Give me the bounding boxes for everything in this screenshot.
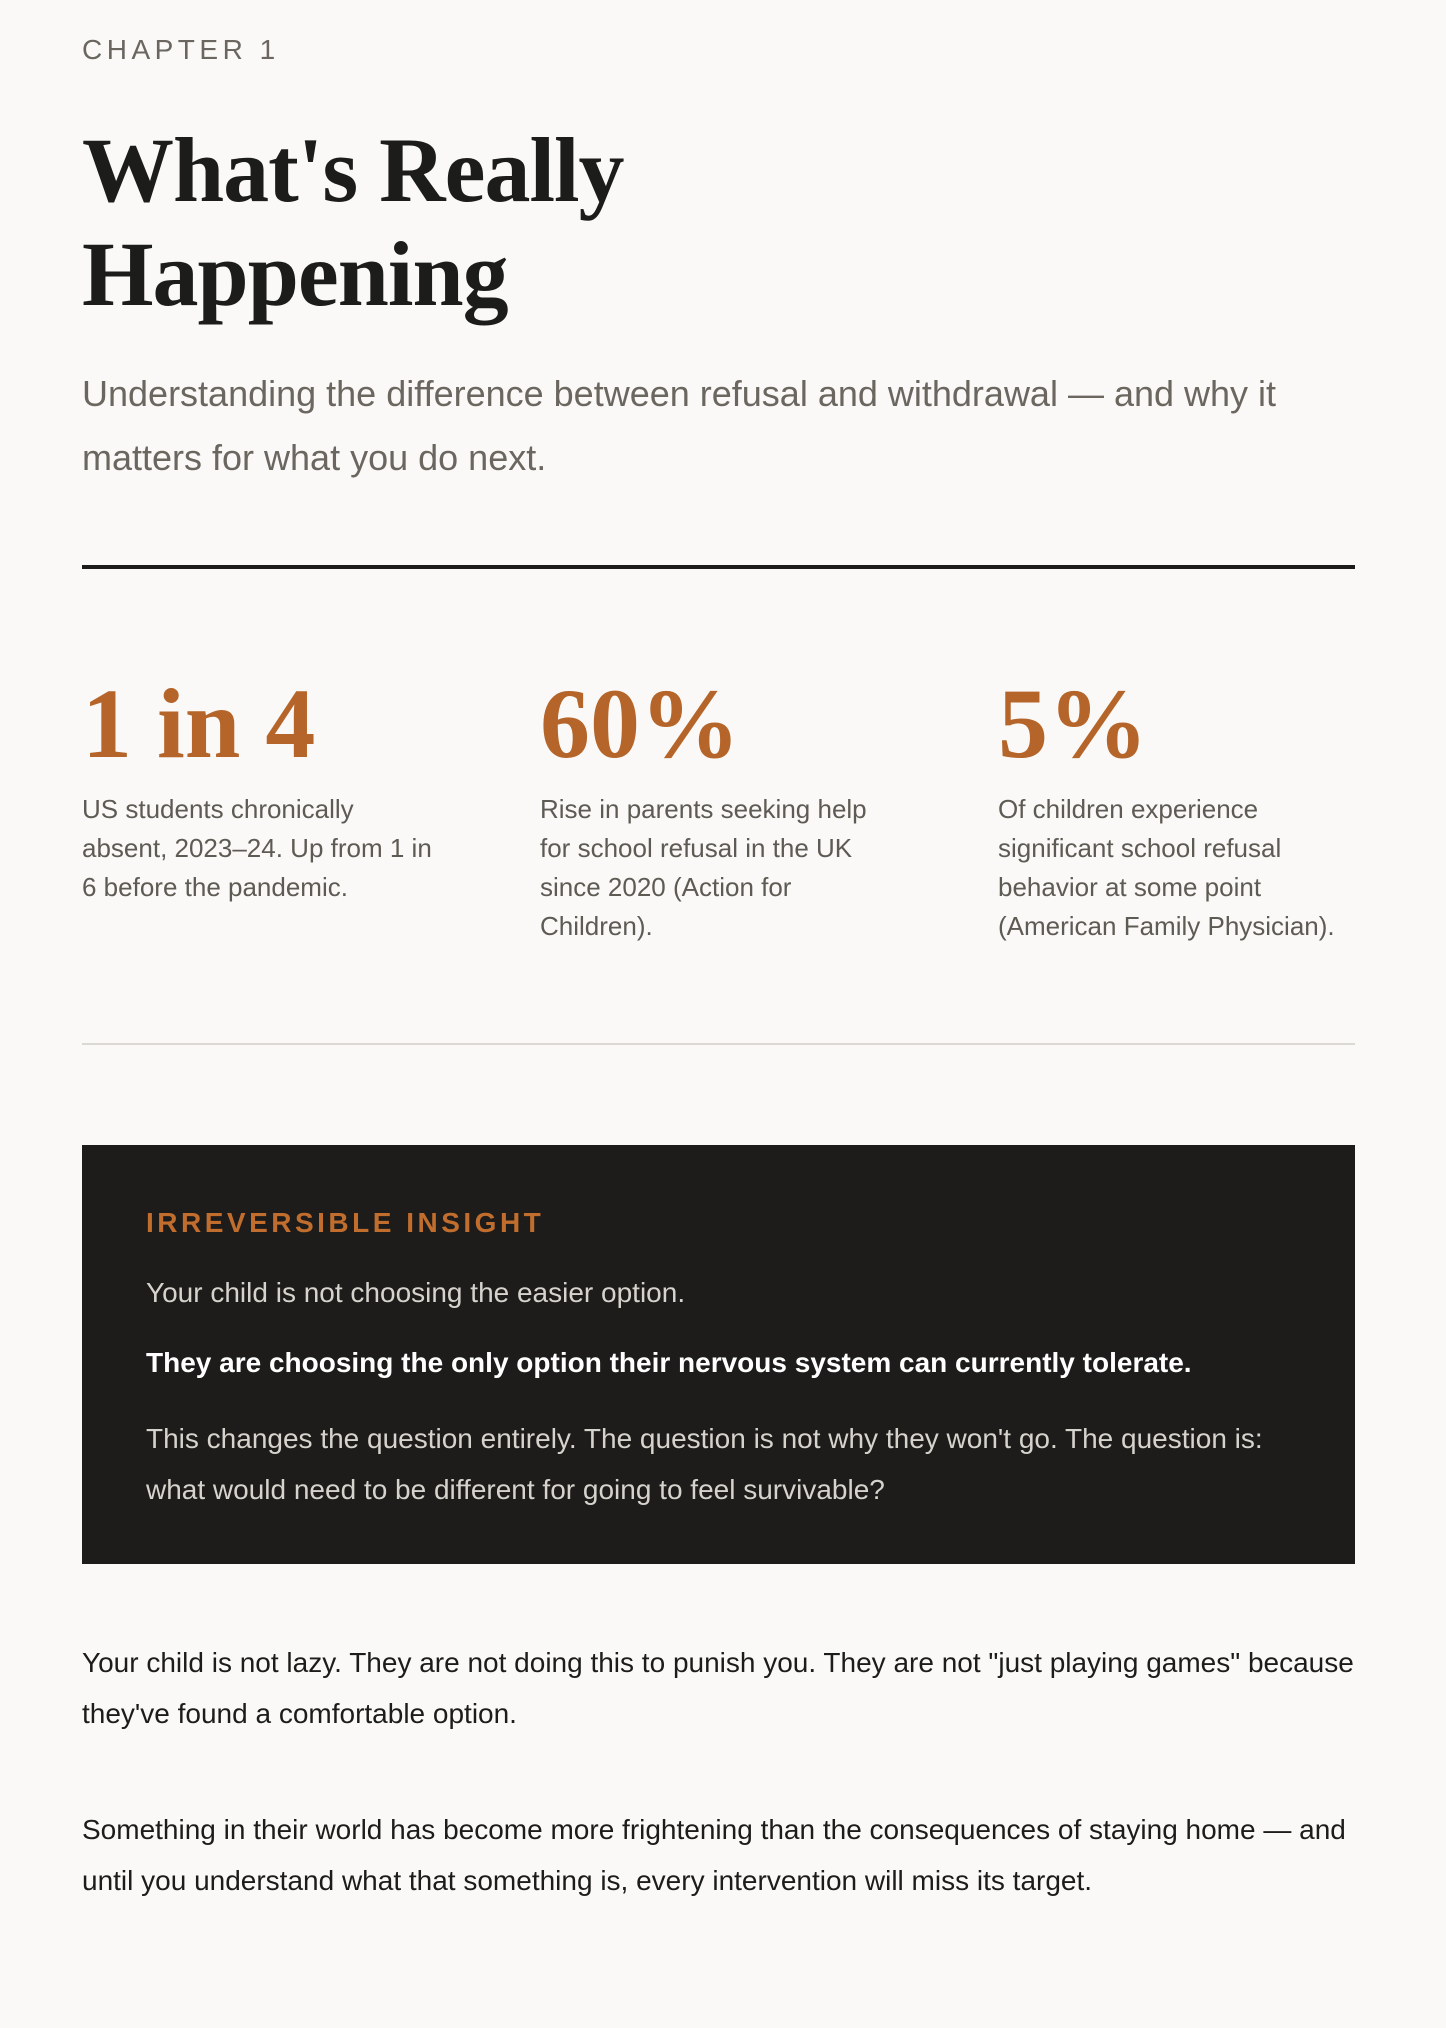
stat-description: Of children experience significant school refusal behavior at some point (American Family Physician). bbox=[998, 794, 1335, 941]
insight-line: This changes the question entirely. The question is not why they won't go. The question is: what would need to be different for going to feel survivable? bbox=[146, 1423, 1263, 1505]
insight-line: Your child is not choosing the easier option. bbox=[146, 1277, 686, 1308]
stat-description: Rise in parents seeking help for school refusal in the UK since 2020 (Action for Children). bbox=[540, 794, 867, 941]
page-title-line-2: Happening bbox=[82, 223, 508, 325]
insight-label: IRREVERSIBLE INSIGHT bbox=[146, 1207, 545, 1238]
stat-block bbox=[998, 666, 1358, 946]
body-paragraph: Something in their world has become more frightening than the consequences of staying home — and until you understand what that something is, every intervention will miss its target. bbox=[82, 1814, 1346, 1896]
stat-value: 5% bbox=[998, 668, 1148, 779]
stat-value: 1 in 4 bbox=[82, 668, 316, 779]
stat-value: 60% bbox=[540, 668, 740, 779]
chapter-label: CHAPTER 1 bbox=[82, 34, 280, 65]
page-title bbox=[82, 118, 624, 326]
page-title-line-1: What's Really bbox=[82, 119, 624, 221]
stat-description: US students chronically absent, 2023–24. Up from 1 in 6 before the pandemic. bbox=[82, 794, 432, 902]
body-paragraph: Your child is not lazy. They are not doing this to punish you. They are not "just playing games" because they've found a comfortable option. bbox=[82, 1647, 1354, 1729]
insight-callout bbox=[82, 1145, 1355, 1564]
section-divider-thick bbox=[82, 565, 1355, 569]
insight-emphasis: They are choosing the only option their nervous system can currently tolerate. bbox=[146, 1347, 1192, 1378]
subtitle: Understanding the difference between refusal and withdrawal — and why it matters for what you do next. bbox=[82, 373, 1277, 478]
section-divider-thin bbox=[82, 1043, 1355, 1045]
stat-block bbox=[540, 666, 900, 946]
stat-block bbox=[82, 666, 442, 907]
